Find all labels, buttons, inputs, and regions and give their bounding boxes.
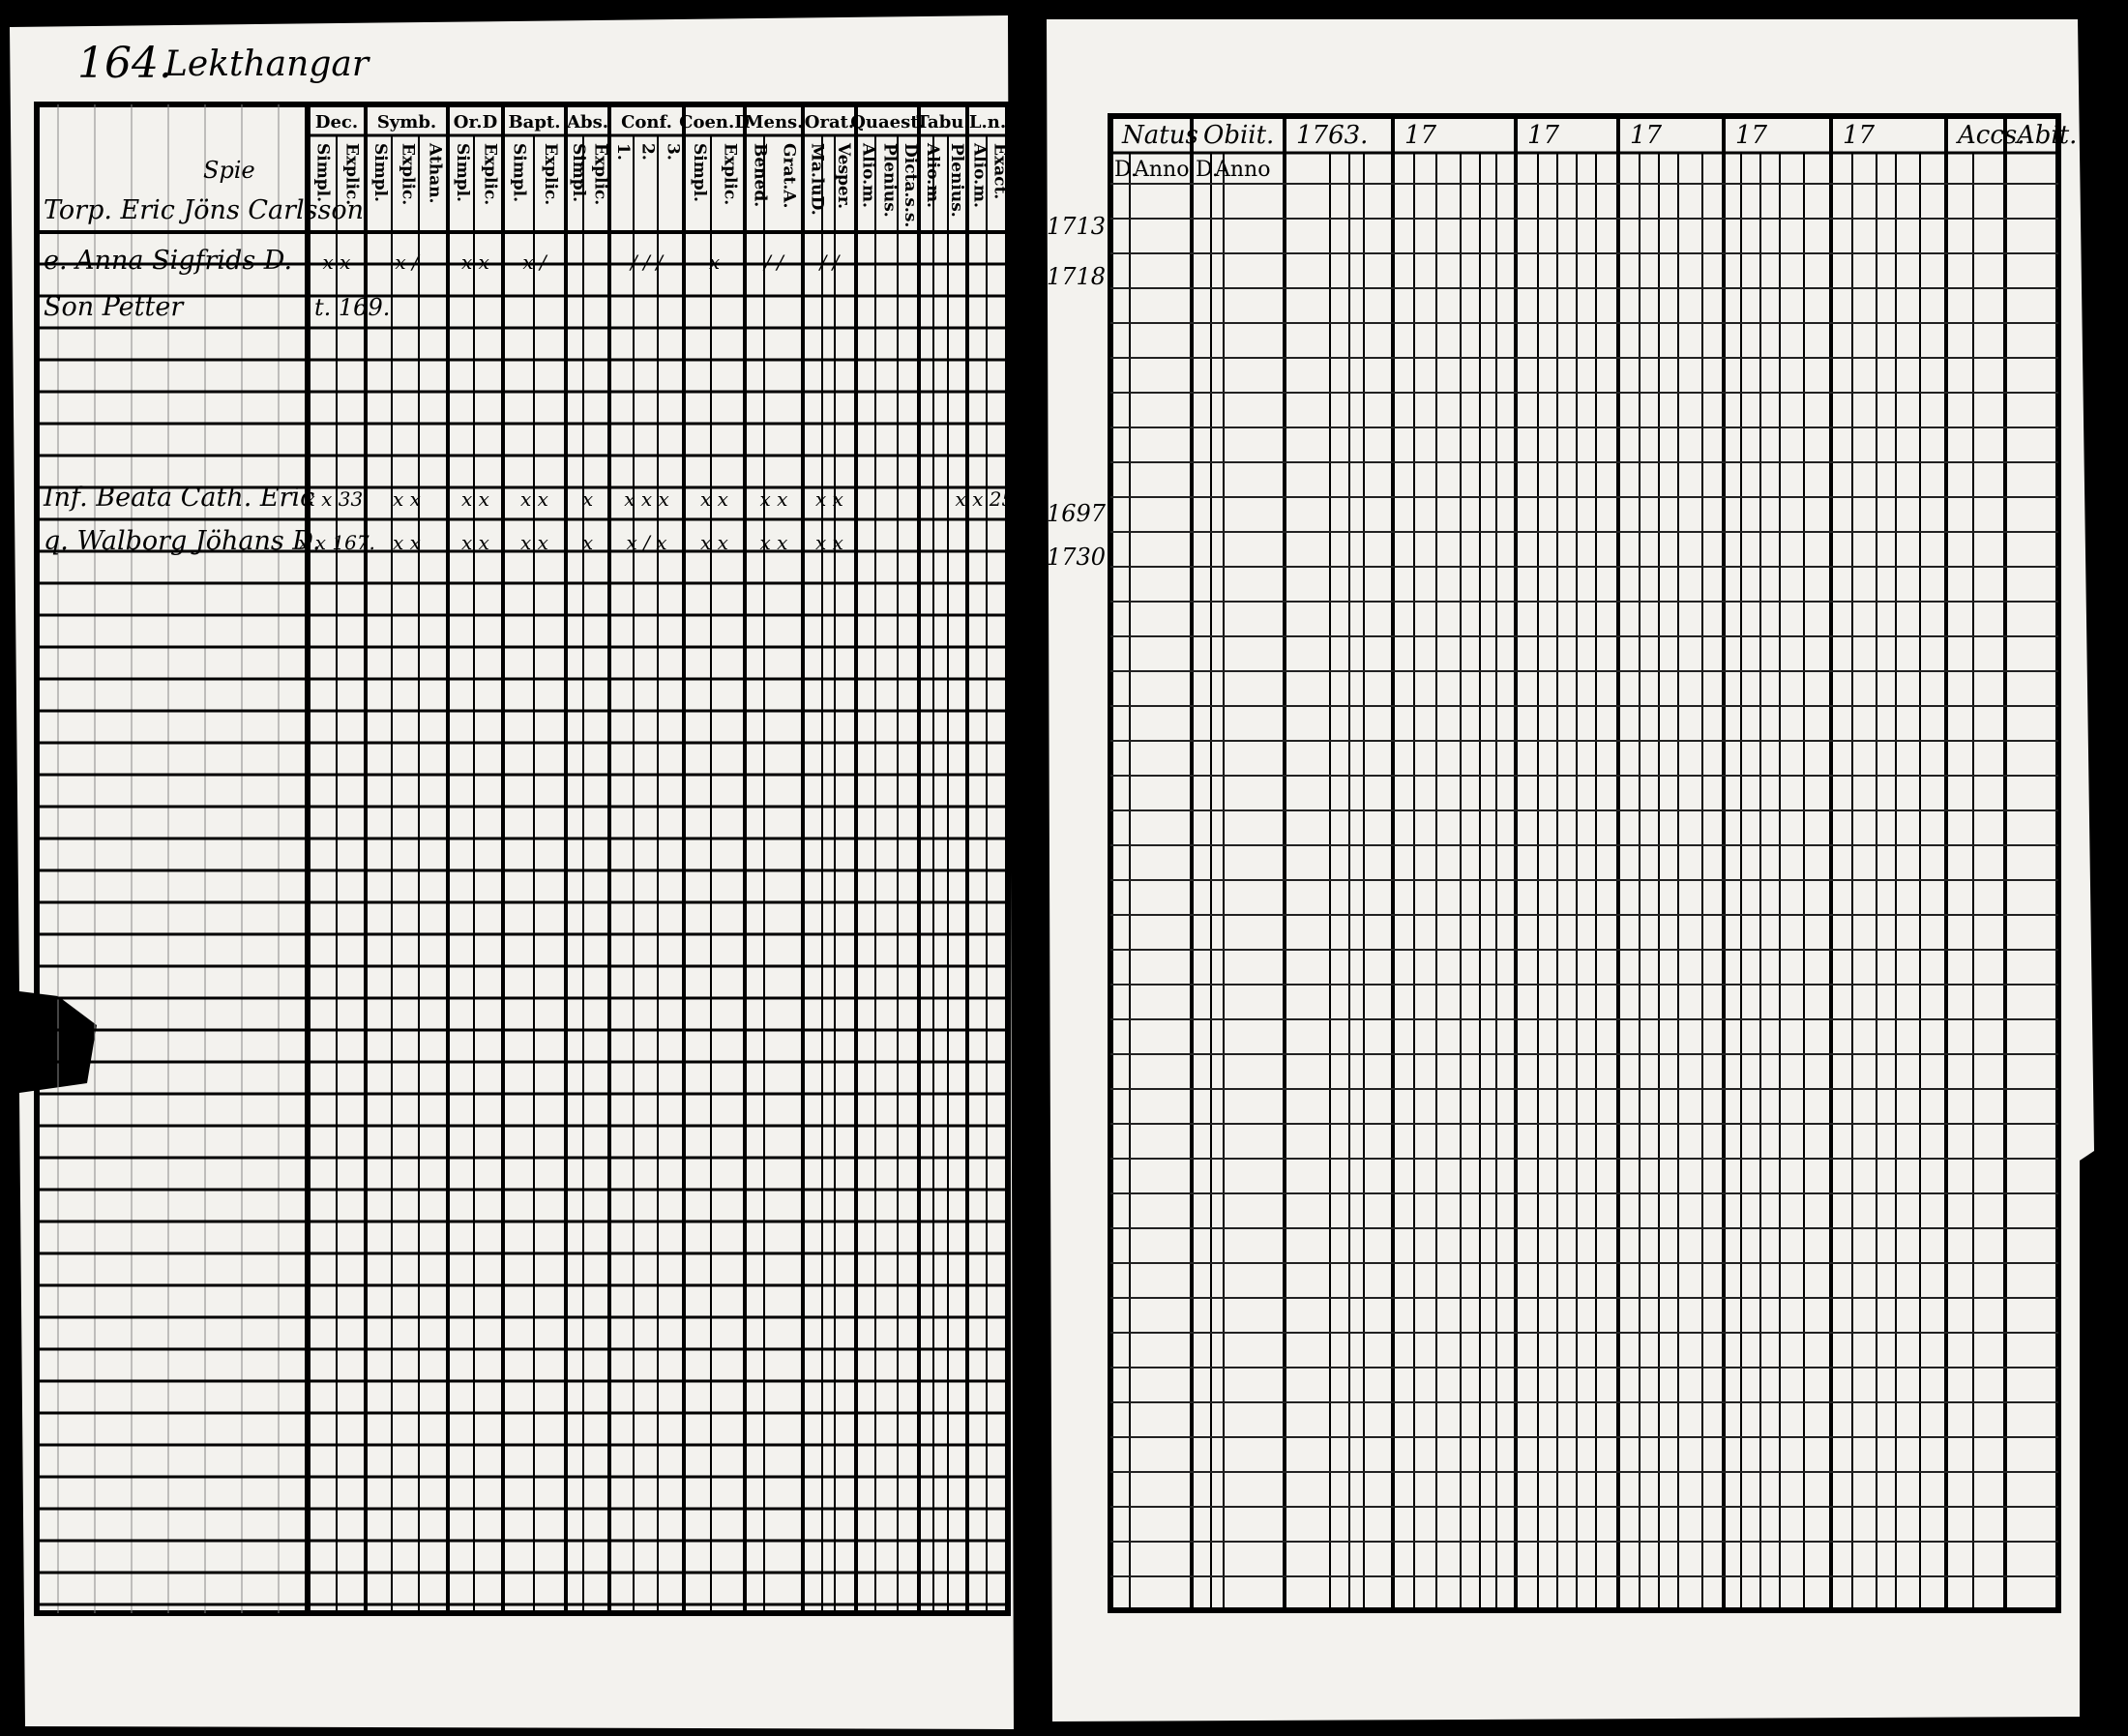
col-header-1: Symb.	[376, 112, 437, 132]
right-subheader-1: Anno	[1134, 158, 1190, 182]
col-subheader-5-1: 2.	[637, 143, 658, 161]
col-subheader-2-1: Explic.	[480, 143, 500, 206]
place-name: Lekthangar	[164, 44, 369, 84]
col-subheader-5-0: 1.	[612, 143, 633, 161]
col-subheader-5-2: 3.	[663, 143, 683, 161]
col-subheader-0-1: Explic.	[341, 143, 362, 206]
entry-year-0: 1713	[1047, 213, 1107, 240]
entry-mark-1-6: x	[708, 250, 721, 274]
right-subheader-0: D.	[1114, 158, 1138, 182]
col-subheader-1-2: Athan.	[425, 143, 445, 204]
entry-mark-1-3: x /	[522, 250, 547, 274]
entry-mark-3-0: x x 33.	[304, 487, 369, 511]
entry-mark-4-0: x x 167.	[298, 531, 375, 554]
right-subheader-3: Anno	[1215, 158, 1271, 182]
right-page	[1047, 19, 2094, 1721]
entry-mark-1-2: x x	[461, 250, 489, 274]
entry-mark-3-5: x x x	[624, 487, 669, 511]
entry-mark-3-11: x x 25.	[955, 487, 1020, 511]
entry-mark-3-7: x x	[759, 487, 788, 511]
col-subheader-2-0: Simpl.	[452, 143, 472, 202]
entry-mark-3-1: x x	[393, 487, 421, 511]
entry-mark-4-6: x x	[700, 531, 728, 554]
entry-mark-4-4: x	[581, 531, 594, 554]
col-subheader-11-0: Alio.m.	[969, 143, 990, 208]
right-col-header-1: Obiit.	[1203, 121, 1275, 150]
entry-mark-1-7: / /	[764, 250, 783, 274]
entry-name-3: Inf. Beata Cath. Eric	[44, 483, 315, 513]
entry-mark-1-0: x x	[322, 250, 351, 274]
col-subheader-4-0: Simpl.	[568, 143, 588, 202]
right-col-header-8: Accs.	[1958, 121, 2025, 150]
right-col-header-9: Abit.	[2017, 121, 2078, 150]
col-subheader-10-0: Alio.m.	[922, 143, 942, 208]
col-header-0: Dec.	[314, 112, 359, 132]
entry-mark-3-2: x x	[461, 487, 489, 511]
col-header-5: Conf.	[621, 112, 672, 132]
entry-mark-4-1: x x	[393, 531, 421, 554]
entry-year-1: 1718	[1047, 263, 1107, 290]
entry-name-0: Torp. Eric Jöns Carlsson	[44, 195, 365, 225]
col-header-7: Mens.	[744, 112, 804, 132]
entry-name-1: e. Anna Sigfrids D.	[44, 246, 293, 276]
entry-year-3: 1697.	[1047, 500, 1113, 527]
entry-mark-4-7: x x	[759, 531, 788, 554]
col-subheader-3-0: Simpl.	[509, 143, 529, 202]
col-header-4: Abs.	[567, 112, 608, 132]
right-col-header-4: 17	[1527, 121, 1560, 150]
entry-mark-1-8: / /	[819, 250, 840, 274]
col-subheader-0-0: Simpl.	[312, 143, 333, 202]
col-header-9: Quaest.	[850, 112, 925, 132]
col-subheader-1-1: Explic.	[398, 143, 418, 206]
col-subheader-9-1: Plenius.	[879, 143, 900, 218]
right-col-header-7: 17	[1843, 121, 1876, 150]
col-header-10: Tabu.	[916, 112, 970, 132]
col-subheader-9-2: Dicta.s.s.	[900, 143, 920, 228]
col-subheader-6-1: Explic.	[720, 143, 740, 206]
entry-name-2: Son Petter	[44, 292, 184, 322]
col-subheader-1-0: Simpl.	[369, 143, 390, 202]
col-header-3: Bapt.	[508, 112, 561, 132]
entry-mark-4-8: x x	[815, 531, 843, 554]
col-header-6: Coen.D	[679, 112, 750, 132]
col-subheader-9-0: Alio.m.	[858, 143, 878, 208]
right-subheader-2: D.	[1196, 158, 1219, 182]
entry-mark-4-5: x / x	[626, 531, 667, 554]
entry-mark-3-6: x x	[700, 487, 728, 511]
entry-mark-3-3: x x	[520, 487, 548, 511]
col-subheader-8-1: Vesper.	[834, 143, 854, 210]
entry-mark-3-8: x x	[815, 487, 843, 511]
entry-mark-4-3: x x	[520, 531, 548, 554]
col-subheader-7-1: Grat.A.	[779, 143, 799, 209]
entry-name-4: q. Walborg Jöhans D.	[44, 526, 321, 556]
col-subheader-10-1: Plenius.	[946, 143, 966, 218]
col-subheader-3-1: Explic.	[540, 143, 560, 206]
right-col-header-0: Natus	[1122, 121, 1198, 150]
entry-mark-1-5: / / /	[631, 250, 663, 274]
col-subheader-7-0: Bened.	[750, 143, 770, 208]
col-subheader-6-0: Simpl.	[690, 143, 710, 202]
page-number: 164.	[77, 39, 172, 88]
col-subheader-8-0: Ma.luD.	[807, 143, 827, 216]
right-col-header-2: 1763.	[1296, 121, 1369, 150]
entry-note-0: Spie	[203, 157, 255, 184]
entry-mark-4-2: x x	[461, 531, 489, 554]
entry-mark-1-1: x /	[395, 250, 419, 274]
entry-year-4: 1730.	[1047, 544, 1113, 571]
entry-note-2: t. 169.	[314, 294, 391, 321]
col-header-2: Or.D	[453, 112, 498, 132]
right-col-header-3: 17	[1404, 121, 1437, 150]
col-header-11: L.n.	[968, 112, 1007, 132]
col-header-8: Orat.	[804, 112, 855, 132]
right-col-header-5: 17	[1630, 121, 1663, 150]
col-subheader-4-1: Explic.	[590, 143, 610, 206]
right-col-header-6: 17	[1735, 121, 1768, 150]
entry-mark-3-4: x	[581, 487, 594, 511]
col-subheader-11-1: Exact.	[990, 143, 1010, 200]
